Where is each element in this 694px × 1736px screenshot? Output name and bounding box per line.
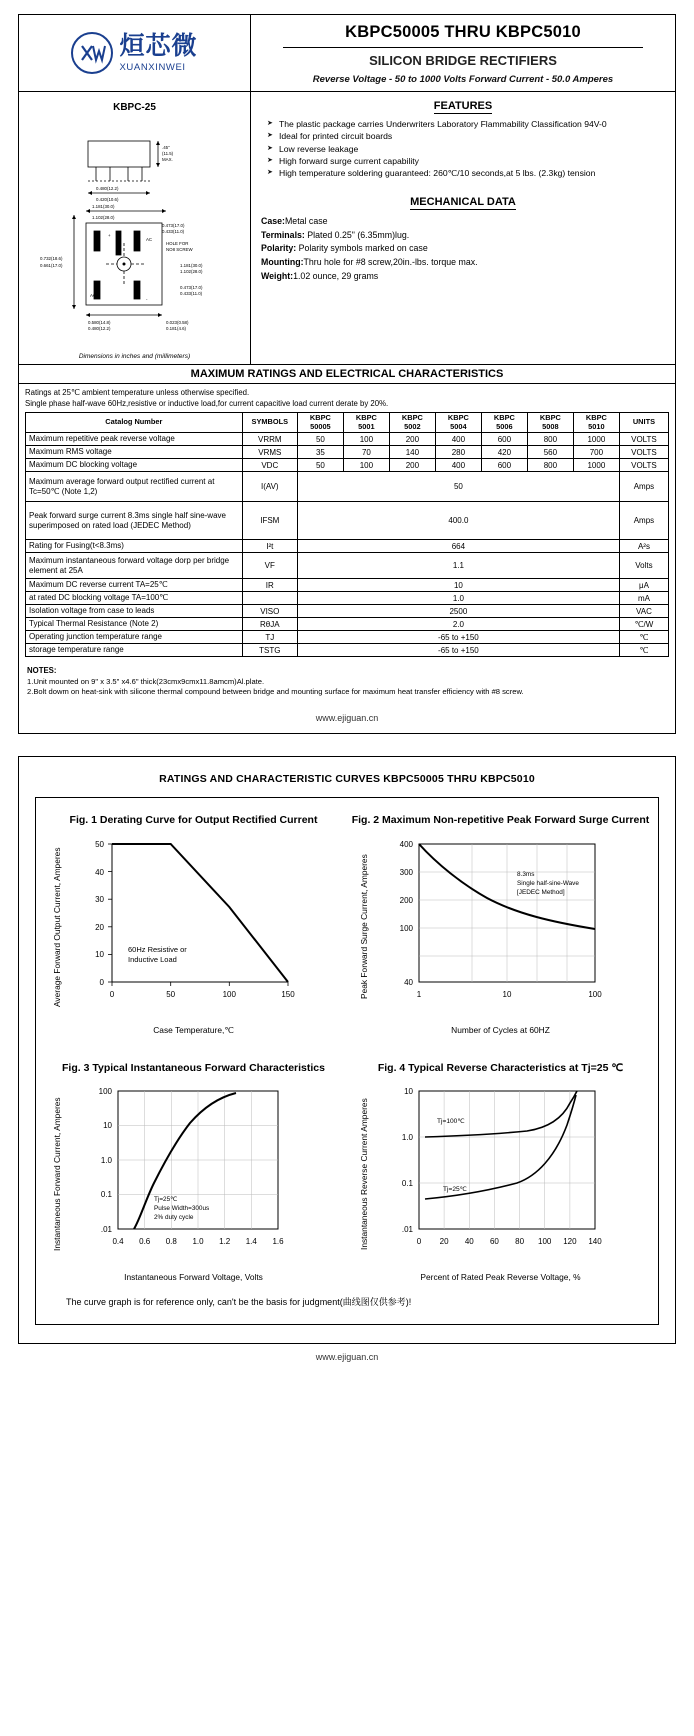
- svg-text:60: 60: [489, 1237, 499, 1247]
- svg-text:40: 40: [404, 977, 413, 987]
- figure-3-plot: [70, 1079, 343, 1269]
- row-value: 400: [435, 433, 481, 446]
- row-value: -65 to +150: [297, 644, 619, 657]
- row-symbol: [242, 592, 297, 605]
- row-value: 700: [573, 446, 619, 459]
- svg-text:2% duty cycle: 2% duty cycle: [154, 1214, 194, 1222]
- svg-text:30: 30: [95, 894, 104, 904]
- svg-text:0.023(0.58): 0.023(0.58): [165, 320, 188, 325]
- svg-text:100: 100: [538, 1237, 552, 1247]
- svg-text:1.181(30.0): 1.181(30.0): [91, 204, 114, 209]
- brand-logo: [71, 32, 197, 74]
- svg-text:1.6: 1.6: [272, 1237, 284, 1247]
- figure-3-ylabel: Instantaneous Forward Current, Amperes: [52, 1097, 62, 1252]
- col-part-4: KBPC 5006: [481, 413, 527, 433]
- svg-text:10: 10: [404, 1087, 413, 1097]
- row-unit: ℃/W: [619, 618, 668, 631]
- svg-text:(11.5): (11.5): [161, 151, 173, 156]
- svg-text:10: 10: [95, 949, 104, 959]
- row-label: Maximum DC blocking voltage: [26, 459, 243, 472]
- svg-text:Tj=25℃: Tj=25℃: [443, 1186, 468, 1194]
- figure-2-ylabel: Peak Forward Surge Current, Amperes: [359, 854, 369, 1000]
- svg-text:1.0: 1.0: [192, 1237, 204, 1247]
- svg-text:0: 0: [99, 977, 104, 987]
- svg-text:1: 1: [416, 989, 422, 999]
- row-unit: ℃: [619, 631, 668, 644]
- figure-2-title: Fig. 2 Maximum Non-repetitive Peak Forward Surge Current: [351, 814, 650, 827]
- row-unit: Amps: [619, 472, 668, 502]
- figure-4-ylabel: Instantaneous Reverse Current Amperes: [359, 1098, 369, 1251]
- col-part-5: KBPC 5008: [527, 413, 573, 433]
- svg-text:150: 150: [281, 989, 295, 999]
- svg-text:100: 100: [98, 1087, 112, 1097]
- mech-label: Case:: [261, 215, 285, 226]
- row-value: 70: [343, 446, 389, 459]
- figure-4: [347, 1056, 654, 1286]
- ratings-condition-line-1: Ratings at 25℃ ambient temperature unless otherwise specified.: [25, 388, 250, 397]
- svg-text:0.4: 0.4: [112, 1237, 124, 1247]
- brand-name-cn: 烜芯微: [119, 31, 198, 60]
- table-row: [26, 459, 669, 472]
- row-value: 800: [527, 433, 573, 446]
- svg-text:0.480(12.2): 0.480(12.2): [87, 326, 110, 331]
- svg-text:Tj=100℃: Tj=100℃: [437, 1118, 465, 1126]
- svg-text:+: +: [107, 233, 111, 238]
- svg-text:1.2: 1.2: [219, 1237, 231, 1247]
- drawing-caption: Dimensions in inches and (millimeters): [78, 353, 191, 360]
- figure-3: [40, 1056, 347, 1286]
- svg-text:1.102(28.0): 1.102(28.0): [179, 269, 202, 274]
- svg-text:1.0: 1.0: [100, 1156, 112, 1166]
- row-value: 50: [297, 433, 343, 446]
- table-row: [26, 502, 669, 540]
- row-label: Operating junction temperature range: [26, 631, 243, 644]
- row-label: storage temperature range: [26, 644, 243, 657]
- datasheet-page-1: [0, 0, 694, 734]
- row-value: 400: [435, 459, 481, 472]
- specifications-table: [25, 412, 669, 657]
- row-symbol: VRMS: [242, 446, 297, 459]
- row-unit: mA: [619, 592, 668, 605]
- svg-text:1.4: 1.4: [245, 1237, 257, 1247]
- svg-text:60Hz Resistive or: 60Hz Resistive or: [128, 944, 187, 954]
- svg-text:0.580(14.8): 0.580(14.8): [87, 320, 110, 325]
- row-unit: VOLTS: [619, 459, 668, 472]
- svg-text:HOLE FOR: HOLE FOR: [165, 241, 188, 246]
- row-value: 1.0: [297, 592, 619, 605]
- row-unit: VOLTS: [619, 446, 668, 459]
- row-symbol: TJ: [242, 631, 297, 644]
- figure-2: [347, 808, 654, 1038]
- row-symbol: VDC: [242, 459, 297, 472]
- ratings-section-title: MAXIMUM RATINGS AND ELECTRICAL CHARACTERISTICS: [19, 365, 675, 384]
- svg-text:AC: AC: [89, 293, 96, 298]
- title-cell: [251, 15, 675, 91]
- svg-text:0.181(4.6): 0.181(4.6): [165, 326, 186, 331]
- figure-1-ylabel: Average Forward Output Current, Amperes: [52, 846, 62, 1007]
- page-subtitle: SILICON BRIDGE RECTIFIERS: [369, 53, 557, 68]
- page1-sheet: [18, 14, 676, 734]
- figure-1-plot-row: [44, 832, 343, 1022]
- page-subtitle-2: Reverse Voltage - 50 to 1000 Volts Forward Current - 50.0 Amperes: [312, 74, 614, 85]
- row-symbol: I(AV): [242, 472, 297, 502]
- figure-4-svg: [377, 1079, 627, 1264]
- svg-text:0.433(11.0): 0.433(11.0): [161, 229, 184, 234]
- mech-value: Metal case: [284, 215, 328, 226]
- row-unit: A²s: [619, 540, 668, 553]
- svg-text:.01: .01: [401, 1225, 413, 1235]
- figure-3-plot-row: [44, 1079, 343, 1269]
- svg-text:Tj=25℃: Tj=25℃: [154, 1196, 178, 1204]
- svg-text:50: 50: [95, 839, 104, 849]
- svg-text:AC: AC: [145, 237, 152, 242]
- svg-text:50: 50: [166, 989, 176, 999]
- row-label: Rating for Fusing(t<8.3ms): [26, 540, 243, 553]
- mechanical-data-block: [261, 196, 665, 283]
- figure-1-title: Fig. 1 Derating Curve for Output Rectified Current: [69, 814, 318, 827]
- mech-row: [261, 257, 665, 269]
- table-row: [26, 553, 669, 579]
- col-part-6: KBPC 5010: [573, 413, 619, 433]
- svg-text:MAX.: MAX.: [161, 157, 173, 162]
- figure-2-svg: [377, 832, 627, 1017]
- row-label: Peak forward surge current 8.3ms single half sine-wave superimposed on rated load (JEDEC Method): [26, 502, 243, 540]
- row-value: 50: [297, 459, 343, 472]
- svg-text:0.6: 0.6: [139, 1237, 151, 1247]
- figure-4-xlabel: Percent of Rated Peak Reverse Voltage, %: [420, 1272, 581, 1283]
- table-row: [26, 605, 669, 618]
- row-label: Maximum DC reverse current TA=25℃: [26, 579, 243, 592]
- page2-website-link[interactable]: www.ejiguan.cn: [315, 1352, 379, 1363]
- row-symbol: TSTG: [242, 644, 297, 657]
- svg-text:NO8 SCREW: NO8 SCREW: [165, 247, 193, 252]
- row-unit: ℃: [619, 644, 668, 657]
- figure-3-svg: [70, 1079, 320, 1264]
- figure-2-plot-row: [351, 832, 650, 1022]
- row-unit: VOLTS: [619, 433, 668, 446]
- row-symbol: VF: [242, 553, 297, 579]
- svg-text:0.1: 0.1: [401, 1179, 413, 1189]
- svg-text:200: 200: [399, 895, 413, 905]
- note-item: 1.Unit mounted on 9" x 3.5" x4.6" thick(23cmx9cmx11.8amcm)Al.plate.: [27, 676, 265, 686]
- svg-text:300: 300: [399, 867, 413, 877]
- row-symbol: RθJA: [242, 618, 297, 631]
- mech-row: [261, 230, 665, 242]
- row-label: Isolation voltage from case to leads: [26, 605, 243, 618]
- title-divider: [283, 47, 643, 48]
- list-item: ➤ High temperature soldering guaranteed: 260℃/10 seconds,at 5 lbs. (2.3kg) tension: [267, 168, 665, 179]
- figure-4-plot: [377, 1079, 650, 1269]
- row-unit: Volts: [619, 553, 668, 579]
- xw-monogram-icon: [77, 38, 107, 68]
- table-row: [26, 540, 669, 553]
- table-row: [26, 592, 669, 605]
- figure-1-plot: [70, 832, 343, 1022]
- mechanical-title: MECHANICAL DATA: [410, 195, 516, 208]
- col-part-1: KBPC 5001: [343, 413, 389, 433]
- svg-text:0.420(10.6): 0.420(10.6): [95, 197, 118, 202]
- svg-text:1.102(28.0): 1.102(28.0): [91, 215, 114, 220]
- svg-text:-: -: [145, 297, 147, 302]
- mech-value: 1.02 ounce, 29 grams: [293, 271, 379, 282]
- figure-1-svg: [70, 832, 320, 1017]
- svg-text:0: 0: [109, 989, 115, 999]
- footnotes: [19, 661, 675, 703]
- svg-text:40: 40: [464, 1237, 474, 1247]
- svg-text:0.661(17.0): 0.661(17.0): [39, 263, 62, 268]
- svg-text:140: 140: [588, 1237, 602, 1247]
- row-value: 100: [343, 433, 389, 446]
- svg-text:[JEDEC Method]: [JEDEC Method]: [517, 888, 565, 896]
- row-value: 200: [389, 433, 435, 446]
- figure-2-plot: [377, 832, 650, 1022]
- upper-section: [19, 92, 675, 365]
- svg-text:0.473(17.0): 0.473(17.0): [161, 223, 184, 228]
- row-value: 420: [481, 446, 527, 459]
- svg-text:0.732(18.6): 0.732(18.6): [39, 256, 62, 261]
- row-symbol: VISO: [242, 605, 297, 618]
- curves-container: [35, 797, 659, 1325]
- svg-text:0.433(11.0): 0.433(11.0): [179, 291, 202, 296]
- row-label: Maximum instantaneous forward voltage dorp per bridge element at 25A: [26, 553, 243, 579]
- curves-grid: [40, 808, 654, 1285]
- col-catalog: Catalog Number: [26, 413, 243, 433]
- table-row: [26, 472, 669, 502]
- table-row: [26, 618, 669, 631]
- list-item: ➤ Low reverse leakage: [267, 144, 665, 155]
- row-symbol: I²t: [242, 540, 297, 553]
- row-label: Maximum RMS voltage: [26, 446, 243, 459]
- row-unit: VAC: [619, 605, 668, 618]
- row-value: 140: [389, 446, 435, 459]
- note-item: 2.Bolt dowm on heat-sink with silicone thermal compound between bridge and mounting surface for maximum heat transfer efficiency with #8 screw.: [27, 686, 524, 696]
- row-value: 200: [389, 459, 435, 472]
- svg-text:100: 100: [399, 923, 413, 933]
- features-and-mechanical: [251, 92, 675, 364]
- figure-3-title: Fig. 3 Typical Instantaneous Forward Characteristics: [62, 1061, 325, 1074]
- row-value: 280: [435, 446, 481, 459]
- package-outline-drawing-icon: [30, 119, 240, 344]
- row-label: Maximum average forward output rectified current at Tc=50℃ (Note 1,2): [26, 472, 243, 502]
- row-value: 2.0: [297, 618, 619, 631]
- col-symbols: SYMBOLS: [242, 413, 297, 433]
- row-symbol: IFSM: [242, 502, 297, 540]
- row-value: 600: [481, 433, 527, 446]
- row-value: -65 to +150: [297, 631, 619, 644]
- row-unit: Amps: [619, 502, 668, 540]
- notes-title: NOTES:: [27, 666, 57, 676]
- row-value: 1000: [573, 433, 619, 446]
- mech-value: Polarity symbols marked on case: [296, 243, 428, 254]
- ratings-condition-line-2: Single phase half-wave 60Hz,resistive or inductive load,for current capacitive load current derate by 20%.: [25, 398, 389, 408]
- row-value: 664: [297, 540, 619, 553]
- svg-text:120: 120: [563, 1237, 577, 1247]
- svg-text:Single half-sine-Wave: Single half-sine-Wave: [517, 879, 579, 887]
- datasheet-page-2: [0, 734, 694, 1376]
- svg-text:0.473(17.0): 0.473(17.0): [179, 285, 202, 290]
- mech-row: [261, 216, 665, 228]
- svg-text:0.1: 0.1: [100, 1190, 112, 1200]
- svg-text:100: 100: [588, 989, 602, 999]
- svg-text:10: 10: [103, 1121, 112, 1131]
- list-item: ➤ High forward surge current capability: [267, 156, 665, 167]
- curves-disclaimer: The curve graph is for reference only, can't be the basis for judgment(曲线图仅供参考)!: [66, 1297, 412, 1308]
- row-value: 600: [481, 459, 527, 472]
- mech-label: Terminals:: [261, 229, 305, 240]
- row-value: 1000: [573, 459, 619, 472]
- svg-text:100: 100: [222, 989, 236, 999]
- mech-label: Mounting:: [261, 257, 304, 268]
- curves-page-title: RATINGS AND CHARACTERISTIC CURVES KBPC50005 THRU KBPC5010: [159, 773, 535, 786]
- table-row: [26, 433, 669, 446]
- svg-text:0.8: 0.8: [165, 1237, 177, 1247]
- row-value: 10: [297, 579, 619, 592]
- ratings-conditions: [19, 384, 675, 412]
- svg-text:Inductive Load: Inductive Load: [128, 954, 177, 964]
- svg-text:10: 10: [502, 989, 512, 999]
- logo-mark-icon: [71, 32, 113, 74]
- package-drawing: [19, 92, 251, 364]
- row-symbol: VRRM: [242, 433, 297, 446]
- figure-4-title: Fig. 4 Typical Reverse Characteristics at Tj=25 ℃: [377, 1061, 624, 1074]
- list-item: ➤ The plastic package carries Underwriters Laboratory Flammability Classification 94V-0: [267, 119, 665, 130]
- brand-name-en: XUANXINWEI: [119, 61, 186, 73]
- row-unit: μA: [619, 579, 668, 592]
- svg-text:.45": .45": [161, 145, 170, 150]
- svg-text:.01: .01: [100, 1225, 112, 1235]
- row-label: Maximum repetitive peak reverse voltage: [26, 433, 243, 446]
- page-title: KBPC50005 THRU KBPC5010: [345, 23, 581, 41]
- row-value: 800: [527, 459, 573, 472]
- row-label: at rated DC blocking voltage TA=100℃: [26, 592, 243, 605]
- svg-text:0.480(12.2): 0.480(12.2): [95, 186, 118, 191]
- row-value: 100: [343, 459, 389, 472]
- col-part-3: KBPC 5004: [435, 413, 481, 433]
- row-value: 50: [297, 472, 619, 502]
- col-units: UNITS: [619, 413, 668, 433]
- page2-sheet: [18, 756, 676, 1344]
- mech-label: Polarity:: [261, 243, 297, 254]
- figure-1: [40, 808, 347, 1038]
- mech-value: Thru hole for #8 screw,20in.-lbs. torque max.: [303, 257, 478, 268]
- table-row: [26, 644, 669, 657]
- svg-text:80: 80: [515, 1237, 525, 1247]
- col-part-2: KBPC 5002: [389, 413, 435, 433]
- mech-row: [261, 271, 665, 283]
- mech-row: [261, 243, 665, 255]
- table-row: [26, 446, 669, 459]
- logo-cell: [19, 15, 251, 91]
- col-part-0: KBPC 50005: [297, 413, 343, 433]
- document-header: [19, 15, 675, 92]
- package-drawing-title: KBPC-25: [113, 102, 156, 113]
- figure-2-xlabel: Number of Cycles at 60HZ: [451, 1024, 550, 1035]
- row-value: 400.0: [297, 502, 619, 540]
- mech-value: Plated 0.25" (6.35mm)lug.: [304, 229, 410, 240]
- row-value: 35: [297, 446, 343, 459]
- svg-text:40: 40: [95, 867, 104, 877]
- svg-text:1.0: 1.0: [401, 1133, 413, 1143]
- table-row: [26, 579, 669, 592]
- row-label: Typical Thermal Resistance (Note 2): [26, 618, 243, 631]
- mech-label: Weight:: [261, 271, 294, 282]
- list-item: ➤ Ideal for printed circuit boards: [267, 131, 665, 142]
- svg-text:20: 20: [439, 1237, 449, 1247]
- row-value: 2500: [297, 605, 619, 618]
- table-row: [26, 631, 669, 644]
- features-list: [267, 119, 665, 180]
- figure-1-xlabel: Case Temperature,℃: [153, 1024, 234, 1035]
- figure-4-plot-row: [351, 1079, 650, 1269]
- svg-text:20: 20: [95, 922, 104, 932]
- svg-text:0: 0: [416, 1237, 422, 1247]
- row-value: 560: [527, 446, 573, 459]
- svg-text:400: 400: [399, 839, 413, 849]
- figure-3-xlabel: Instantaneous Forward Voltage, Volts: [124, 1272, 263, 1283]
- svg-text:1.181(30.0): 1.181(30.0): [179, 263, 202, 268]
- website-link[interactable]: www.ejiguan.cn: [315, 713, 379, 724]
- row-value: 1.1: [297, 553, 619, 579]
- features-title: FEATURES: [433, 100, 493, 112]
- row-symbol: IR: [242, 579, 297, 592]
- svg-text:8.3ms: 8.3ms: [517, 870, 535, 878]
- table-header-row: [26, 413, 669, 433]
- svg-text:Pulse Width=300us: Pulse Width=300us: [154, 1205, 210, 1213]
